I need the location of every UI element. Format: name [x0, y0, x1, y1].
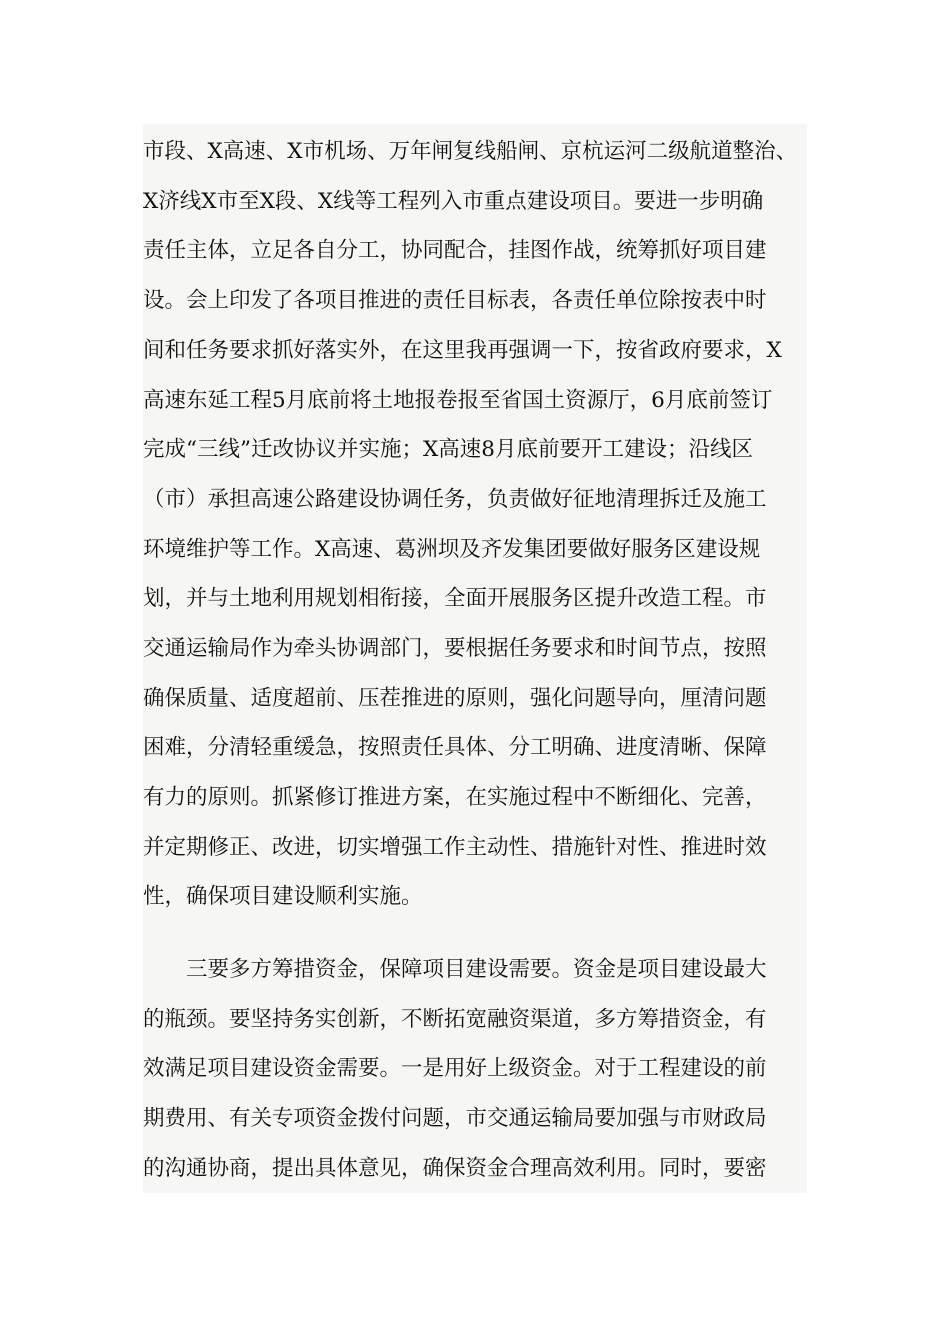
text-line: 的沟通协商，提出具体意见，确保资金合理高效利用。同时，要密 [143, 1156, 767, 1181]
text-line: 有力的原则。抓紧修订推进方案，在实施过程中不断细化、完善， [143, 785, 767, 810]
text-line: 高速东延工程5月底前将土地报卷报至省国土资源厅，6月底前签订 [143, 388, 773, 413]
text-line: （市）承担高速公路建设协调任务，负责做好征地清理拆迁及施工 [143, 487, 767, 512]
text-line: 性，确保项目建设顺利实施。 [143, 884, 423, 909]
text-line: 确保质量、适度超前、压茬推进的原则，强化问题导向，厘清问题 [143, 686, 767, 711]
text-line: 三要多方筹措资金，保障项目建设需要。资金是项目建设最大 [186, 957, 767, 982]
text-line: 完成“三线”迁改协议并实施；X高速8月底前要开工建设；沿线区 [143, 437, 753, 462]
text-line: 的瓶颈。要坚持务实创新，不断拓宽融资渠道，多方筹措资金，有 [143, 1007, 767, 1032]
text-line: 困难，分清轻重缓急，按照责任具体、分工明确、进度清晰、保障 [143, 735, 767, 760]
text-line: 环境维护等工作。X高速、葛洲坝及齐发集团要做好服务区建设规 [143, 537, 761, 562]
text-line: 期费用、有关专项资金拨付问题，市交通运输局要加强与市财政局 [143, 1106, 767, 1131]
text-line: 交通运输局作为牵头协调部门，要根据任务要求和时间节点，按照 [143, 636, 767, 661]
text-line: 设。会上印发了各项目推进的责任目标表，各责任单位除按表中时 [143, 288, 767, 313]
text-line: 并定期修正、改进，切实增强工作主动性、措施针对性、推进时效 [143, 835, 767, 860]
text-line: 间和任务要求抓好落实外，在这里我再强调一下，按省政府要求，X [143, 338, 782, 363]
text-line: X济线X市至X段、X线等工程列入市重点建设项目。要进一步明确 [143, 189, 764, 214]
text-line: 效满足项目建设资金需要。一是用好上级资金。对于工程建设的前 [143, 1056, 767, 1081]
text-line: 市段、X高速、X市机场、万年闸复线船闸、京杭运河二级航道整治、 [143, 139, 798, 164]
text-line: 划，并与土地利用规划相衔接，全面开展服务区提升改造工程。市 [143, 586, 767, 611]
text-line: 责任主体，立足各自分工，协同配合，挂图作战，统筹抓好项目建 [143, 238, 767, 263]
